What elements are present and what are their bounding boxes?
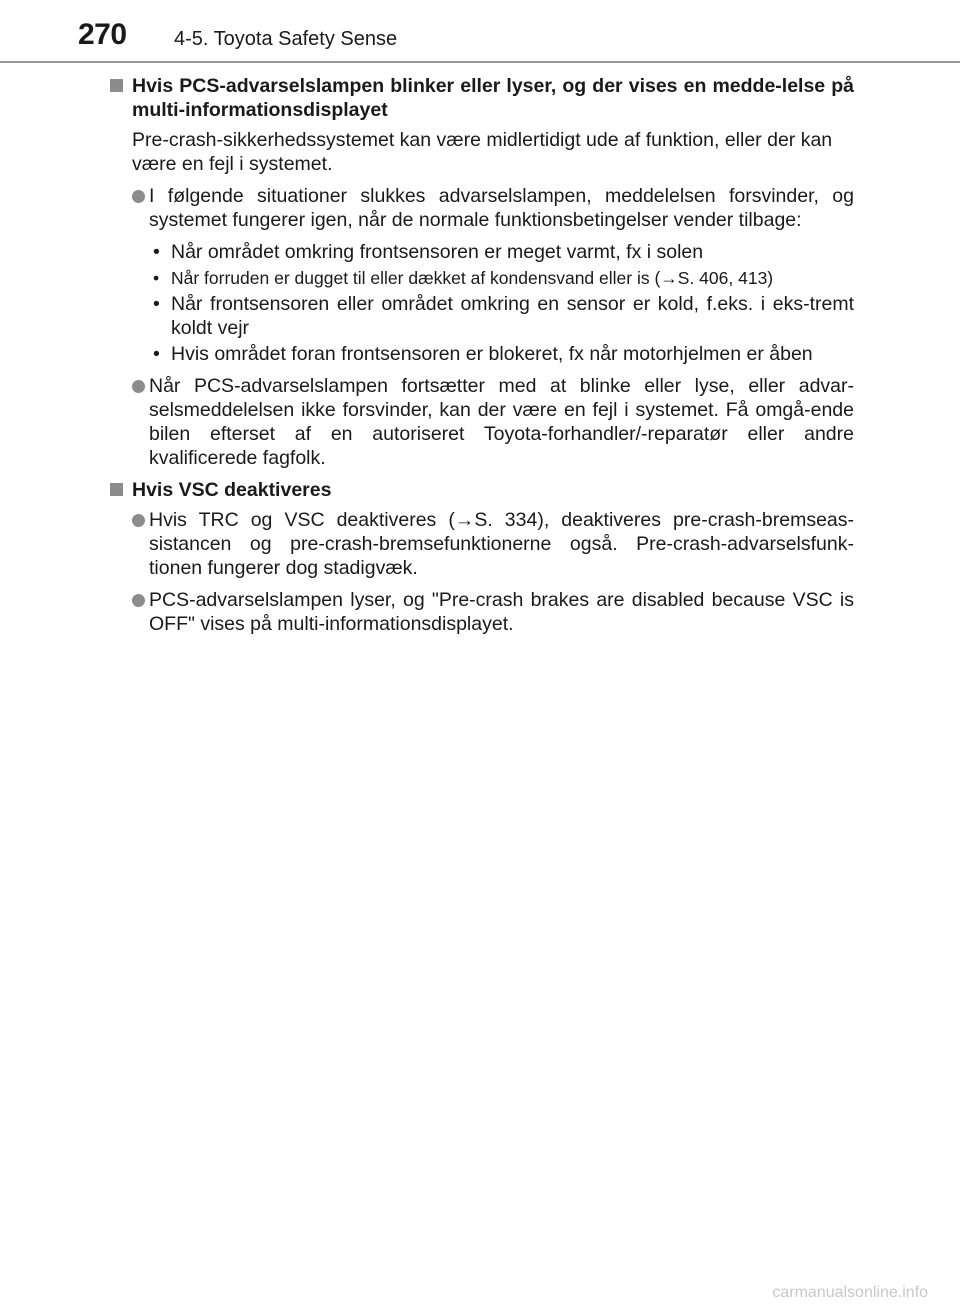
circle-bullet-icon bbox=[132, 594, 145, 607]
page-content bbox=[110, 74, 854, 644]
sub-item-text: Hvis området foran frontsensoren er blokeret, fx når motorhjelmen er åben bbox=[171, 343, 813, 365]
bullet-item bbox=[132, 508, 854, 580]
circle-bullet-icon bbox=[132, 380, 145, 393]
dot-bullet-icon: • bbox=[153, 343, 160, 365]
section-square-icon bbox=[110, 483, 123, 496]
bullet-item bbox=[132, 184, 854, 232]
circle-bullet-icon bbox=[132, 514, 145, 527]
header-divider bbox=[0, 61, 960, 63]
footer-watermark: carmanualsonline.info bbox=[772, 1284, 928, 1301]
bullet-text: I følgende situationer slukkes advarselslampen, meddelelsen forsvinder, og systemet fungerer igen, når de normale funktionsbetingelser vender tilbage: bbox=[149, 185, 854, 231]
section-title: Hvis VSC deaktiveres bbox=[132, 479, 332, 501]
page-header bbox=[0, 0, 960, 62]
sub-item-text: Når området omkring frontsensoren er meget varmt, fx i solen bbox=[171, 241, 704, 263]
bullet-text: Når PCS-advarselslampen fortsætter med at blinke eller lyse, eller advar-selsmeddelelsen ikke forsvinder, kan der være en fejl i systemet. Få omgå-ende bilen efterset af en autoriseret Toyota-forhandler/-reparatør eller andre kvalificerede fagfolk. bbox=[149, 375, 854, 469]
sub-list-item bbox=[149, 292, 854, 340]
bullet-text: Hvis TRC og VSC deaktiveres (→S. 334), deaktiveres pre-crash-bremseas-sistancen og pre-crash-bremsefunktionerne også. Pre-crash-advarselsfunk-tionen fungerer dog stadigvæk. bbox=[149, 509, 854, 579]
bullet-item bbox=[132, 588, 854, 636]
bullet-item bbox=[132, 374, 854, 470]
dot-bullet-icon: • bbox=[153, 268, 160, 288]
section-title: Hvis PCS-advarselslampen blinker eller lyser, og der vises en medde-lelse på multi-informationsdisplayet bbox=[132, 75, 854, 121]
sub-item-text: Når frontsensoren eller området omkring en sensor er kold, f.eks. i eks-tremt koldt vejr bbox=[171, 293, 854, 339]
circle-bullet-icon bbox=[132, 190, 145, 203]
chapter-title: 4-5. Toyota Safety Sense bbox=[174, 28, 398, 50]
section-square-icon bbox=[110, 79, 123, 92]
sub-list-item bbox=[149, 342, 854, 366]
page-number: 270 bbox=[78, 18, 127, 51]
section-vsc-deactivated bbox=[110, 478, 854, 636]
section-intro: Pre-crash-sikkerhedssystemet kan være midlertidigt ude af funktion, eller der kan være en fejl i systemet. bbox=[132, 129, 833, 175]
sub-list-item bbox=[149, 266, 854, 290]
sub-list-item bbox=[149, 240, 854, 264]
bullet-text: PCS-advarselslampen lyser, og "Pre-crash brakes are disabled because VSC is OFF" vises på multi-informationsdisplayet. bbox=[149, 589, 854, 635]
sub-list bbox=[149, 240, 854, 366]
sub-item-text: Når forruden er dugget til eller dækket af kondensvand eller is (→S. 406, 413) bbox=[171, 268, 774, 288]
dot-bullet-icon: • bbox=[153, 293, 160, 315]
section-pcs-warning bbox=[110, 74, 854, 470]
dot-bullet-icon: • bbox=[153, 241, 160, 263]
